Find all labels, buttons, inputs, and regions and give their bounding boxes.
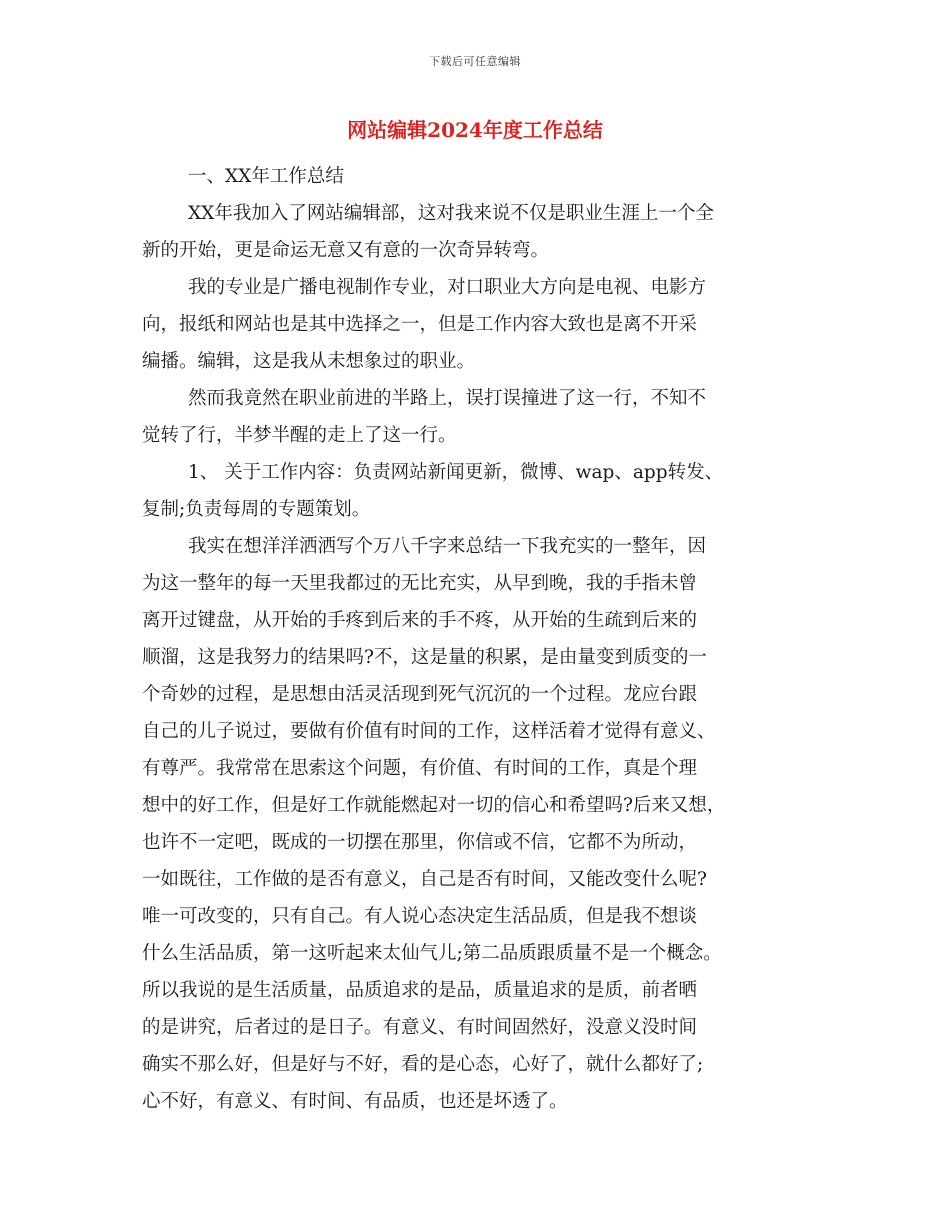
paragraph-line: 然而我竟然在职业前进的半路上，误打误撞进了这一行，不知不 — [188, 388, 707, 409]
paragraph-line: 离开过键盘，从开始的手疼到后来的手不疼，从开始的生疏到后来的 — [142, 610, 698, 631]
paragraph-line: 一如既往，工作做的是否有意义，自己是否有时间，又能改变什么呢? — [142, 869, 707, 890]
paragraph-line: 个奇妙的过程，是思想由活灵活现到死气沉沉的一个过程。龙应台跟 — [142, 684, 698, 705]
paragraph-line: 顺溜，这是我努力的结果吗?不，这是量的积累，是由量变到质变的一 — [142, 647, 707, 668]
paragraph-line: 觉转了行，半梦半醒的走上了这一行。 — [142, 425, 457, 446]
document-title: 网站编辑2024年度工作总结 — [347, 118, 603, 142]
paragraph-line: 我实在想洋洋洒洒写个万八千字来总结一下我充实的一整年，因 — [188, 536, 707, 557]
paragraph-line: 所以我说的是生活质量，品质追求的是品，质量追求的是质，前者晒 — [142, 980, 698, 1001]
paragraph-line: 唯一可改变的，只有自己。有人说心态决定生活品质，但是我不想谈 — [142, 906, 698, 927]
paragraph-line: XX年我加入了网站编辑部，这对我来说不仅是职业生涯上一个全 — [188, 203, 714, 224]
paragraph-line: 的是讲究，后者过的是日子。有意义、有时间固然好，没意义没时间 — [142, 1017, 698, 1038]
paragraph-line: 也许不一定吧，既成的一切摆在那里，你信或不信，它都不为所动， — [142, 832, 698, 853]
paragraph-line: 自己的儿子说过，要做有价值有时间的工作，这样活着才觉得有意义、 — [142, 721, 716, 742]
document-body — [142, 158, 826, 1120]
section-heading: 一、XX年工作总结 — [188, 166, 344, 187]
paragraph-line: 为这一整年的每一天里我都过的无比充实，从早到晚，我的手指未曾 — [142, 573, 698, 594]
paragraph-line: 向，报纸和网站也是其中选择之一，但是工作内容大致也是离不开采 — [142, 314, 698, 335]
paragraph-line: 新的开始，更是命运无意又有意的一次奇异转弯。 — [142, 240, 550, 261]
list-item-line: 1、 关于工作内容：负责网站新闻更新，微博、wap、app转发、 — [188, 462, 724, 483]
paragraph-line: 我的专业是广播电视制作专业，对口职业大方向是电视、电影方 — [188, 277, 707, 298]
header-note: 下载后可任意编辑 — [429, 55, 521, 68]
paragraph-line: 编播。编辑，这是我从未想象过的职业。 — [142, 351, 476, 372]
list-item-line: 复制;负责每周的专题策划。 — [142, 499, 371, 520]
paragraph-line: 想中的好工作，但是好工作就能燃起对一切的信心和希望吗?后来又想， — [142, 795, 726, 816]
paragraph-line: 确实不那么好，但是好与不好，看的是心态，心好了，就什么都好了; — [142, 1054, 704, 1075]
paragraph-line: 有尊严。我常常在思索这个问题，有价值、有时间的工作，真是个理 — [142, 758, 698, 779]
paragraph-line: 心不好，有意义、有时间、有品质，也还是坏透了。 — [142, 1091, 568, 1112]
paragraph-line: 什么生活品质，第一这听起来太仙气儿;第二品质跟质量不是一个概念。 — [142, 943, 722, 964]
